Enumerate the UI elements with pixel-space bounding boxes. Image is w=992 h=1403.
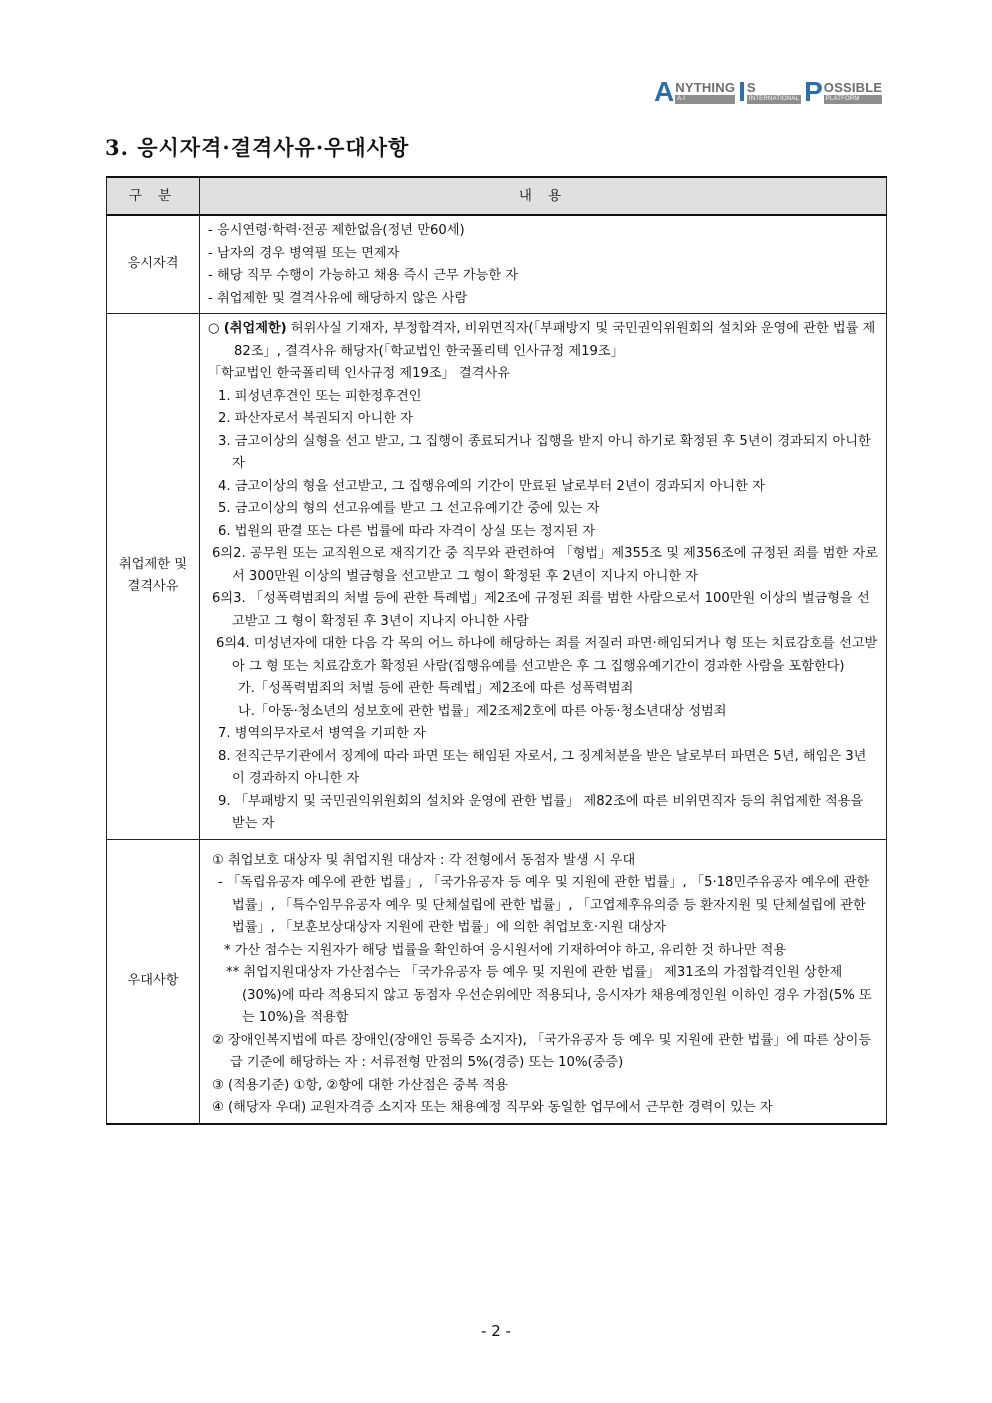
logo-letter-a: A: [654, 76, 675, 107]
eligibility-line: - 남자의 경우 병역필 또는 면제자: [208, 245, 400, 261]
disqualification-item: 5. 금고이상의 형의 선고유예를 받고 그 선고유예기간 중에 있는 자: [218, 501, 600, 516]
logo-sub-platform: PLATFORM: [824, 95, 882, 104]
logo-letter-i: I: [738, 76, 746, 107]
disqualification-item: 8. 전직근무기관에서 징계에 따라 파면 또는 해임된 자로서, 그 징계처분을 받은 날로부터 파면은 5년, 해임은 3년이 경과하지 아니한 자: [218, 748, 867, 786]
row-eligibility: [107, 215, 887, 314]
disqualification-label-line1: 취업제한 및: [119, 556, 187, 572]
eligibility-line: - 응시연령·학력·전공 제한없음(정년 만60세): [208, 223, 465, 238]
disqualification-item: 3. 금고이상의 실형을 선고 받고, 그 집행이 종료되거나 집행을 받지 아니 하기로 확정된 후 5년이 경과되지 아니한 자: [218, 433, 871, 471]
disqualification-item: 4. 금고이상의 형을 선고받고, 그 집행유예의 기간이 만료된 날로부터 2년이 경과되지 아니한 자: [218, 478, 765, 494]
logo-group-is: [747, 81, 801, 104]
employment-restriction-intro: [208, 318, 878, 363]
logo-letter-p: P: [804, 76, 823, 107]
disqualification-label-line2: 결격사유: [127, 579, 179, 595]
logo-word-possible: OSSIBLE: [823, 80, 883, 95]
employment-restriction-label: (취업제한): [223, 321, 287, 336]
logo-word-is: S: [746, 80, 756, 95]
logo-sub-ai: A.I: [675, 95, 735, 104]
preference-content: [200, 839, 887, 1124]
disqualification-item: 6의4. 미성년자에 대한 다음 각 목의 어느 하나에 해당하는 죄를 저질러 파면·해임되거나 형 또는 치료감호를 선고받아 그 형 또는 치료감호가 확정된 사람(집행유예를 선고받은 후 그 집행유예기간이 경과한 사람을 포함한다): [216, 636, 878, 674]
disqualification-label: [107, 314, 200, 840]
preference-note: ** 취업지원대상자 가산점수는 「국가유공자 등 예우 및 지원에 관한 법률」 제31조의 가점합격인원 상한제(30%)에 따라 적용되지 않고 동점자 우선순위에만 적용되나, 응시자가 채용예정인원 이하인 경우 가점(5% 또는 10%)을 적용함: [226, 965, 872, 1025]
row-preference: [107, 839, 887, 1124]
header-logo: [654, 76, 885, 107]
eligibility-label: 응시자격: [107, 215, 200, 314]
disqualification-item: 1. 피성년후견인 또는 피한정후견인: [218, 388, 422, 404]
table-header-row: [107, 177, 887, 215]
preference-line: ④ (해당자 우대) 교원자격증 소지자 또는 채용예정 직무와 동일한 업무에서 근무한 경력이 있는 자: [212, 1100, 773, 1115]
logo-group-anything: [675, 81, 735, 104]
disqualification-item: 6의2. 공무원 또는 교직원으로 재직기간 중 직무와 관련하여 「형법」제355조 및 제356조에 규정된 죄를 범한 자로서 300만원 이상의 벌금형을 선고받고 그 형이 확정된 후 2년이 지나지 아니한 자: [212, 546, 878, 584]
header-content: 내 용: [200, 177, 887, 215]
employment-restriction-text: 허위사실 기재자, 부정합격자, 비위면직자(「부패방지 및 국민권익위원회의 설치와 운영에 관한 법률 제82조」, 결격사유 해당자(「학교법인 한국폴리텍 인사규정 제19조」: [234, 321, 876, 359]
header-category: 구 분: [107, 177, 200, 215]
disqualification-sub-item: 나.「아동·청소년의 성보호에 관한 법률」제2조제2호에 따른 아동·청소년대상 성범죄: [238, 703, 727, 719]
disqualification-item: 6의3. 「성폭력범죄의 처벌 등에 관한 특례법」제2조에 규정된 죄를 범한 사람으로서 100만원 이상의 벌금형을 선고받고 그 형이 확정된 후 3년이 지나지 아니한 사람: [212, 591, 870, 629]
disqualification-item: 6. 법원의 판결 또는 다른 법률에 따라 자격이 상실 또는 정지된 자: [218, 523, 596, 539]
preference-line: - 「독립유공자 예우에 관한 법률」, 「국가유공자 등 예우 및 지원에 관한 법률」, 「5·18민주유공자 예우에 관한 법률」, 「특수임무유공자 예우 및 단체설립에 관한 법률」, 「고엽제후유의증 등 환자지원 및 단체설립에 관한 법률」, 「보훈보상대상자 지원에 관한 법률」에 의한 취업보호·지원 대상자: [218, 875, 870, 935]
disqualification-sub-item: 가.「성폭력범죄의 처벌 등에 관한 특례법」제2조에 따른 성폭력범죄: [238, 681, 634, 696]
eligibility-line: - 해당 직무 수행이 가능하고 채용 즉시 근무 가능한 자: [208, 268, 519, 283]
disqualification-item: 2. 파산자로서 복권되지 아니한 자: [218, 411, 413, 426]
disqualification-item: 9. 「부패방지 및 국민권익위원회의 설치와 운영에 관한 법률」 제82조에 따른 비위면직자 등의 취업제한 적용을 받는 자: [218, 793, 864, 831]
preference-label: 우대사항: [107, 839, 200, 1124]
qualification-table: [106, 176, 887, 1125]
preference-line: ② 장애인복지법에 따른 장애인(장애인 등록증 소지자), 「국가유공자 등 예우 및 지원에 관한 법률」에 따른 상이등급 기준에 해당하는 자 : 서류전형 만점의 5%(경증) 또는 10%(중증): [212, 1032, 872, 1070]
circle-bullet: ○: [208, 321, 224, 336]
logo-sub-international: INTERNATIONAL: [748, 96, 800, 102]
eligibility-content: [200, 215, 887, 314]
row-disqualification: [107, 314, 887, 840]
eligibility-line: - 취업제한 및 결격사유에 해당하지 않은 사람: [208, 290, 468, 306]
logo-word-anything: NYTHING: [675, 80, 736, 95]
rule-title: 「학교법인 한국폴리텍 인사규정 제19조」 결격사유: [208, 366, 510, 381]
preference-line: ③ (적용기준) ①항, ②항에 대한 가산점은 중복 적용: [212, 1077, 508, 1093]
disqualification-content: [200, 314, 887, 840]
preference-note: * 가산 점수는 지원자가 해당 법률을 확인하여 응시원서에 기재하여야 하고, 유리한 것 하나만 적용: [224, 942, 787, 958]
preference-line: ① 취업보호 대상자 및 취업지원 대상자 : 각 전형에서 동점자 발생 시 우대: [212, 852, 636, 868]
section-title: 3. 응시자격·결격사유·우대사항: [105, 135, 410, 160]
page-number: - 2 -: [481, 1322, 511, 1340]
logo-group-possible: [824, 81, 882, 104]
disqualification-item: 7. 병역의무자로서 병역을 기피한 자: [218, 726, 426, 741]
